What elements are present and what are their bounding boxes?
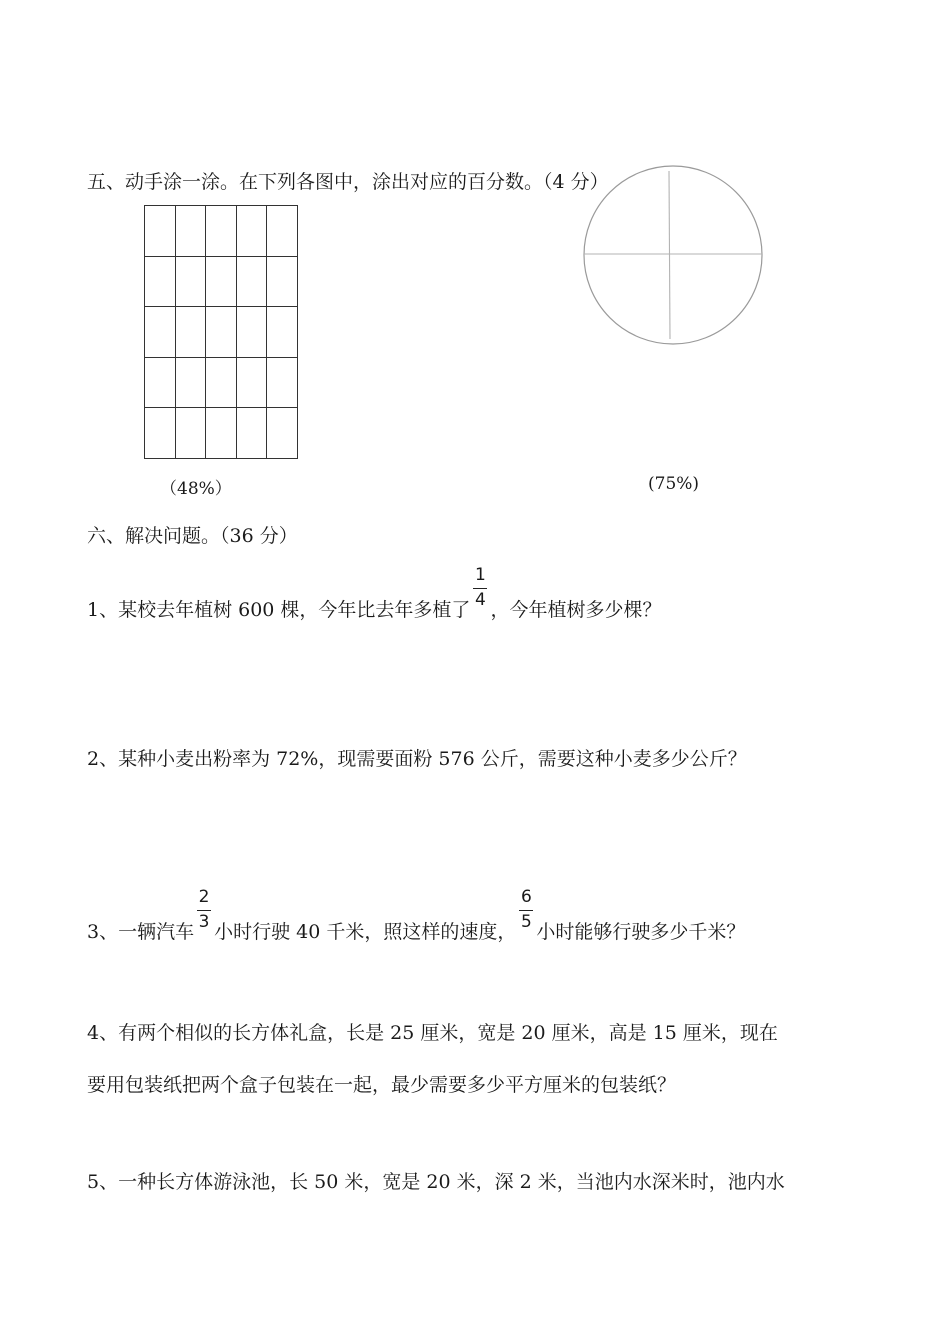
grid-cell[interactable] <box>206 408 237 459</box>
q3-text-start: 3、一辆汽车 <box>87 921 195 943</box>
q1-text-start: 1、某校去年植树 600 棵，今年比去年多植了 <box>87 599 471 621</box>
question-5-line-1: 5、一种长方体游泳池，长 50 米，宽是 20 米，深 2 米，当池内水深米时，池内水 <box>87 1171 785 1193</box>
fraction-denominator: 5 <box>520 912 532 932</box>
fraction-six-fifths <box>518 887 534 938</box>
q3-text-end: 小时能够行驶多少千米？ <box>536 921 746 943</box>
grid-cell[interactable] <box>206 307 237 358</box>
fraction-bar <box>197 910 211 911</box>
grid-cell[interactable] <box>206 358 237 409</box>
grid-cell[interactable] <box>176 307 207 358</box>
grid-cell[interactable] <box>145 257 176 308</box>
question-3 <box>87 887 746 946</box>
circle-vertical-divider <box>669 171 670 339</box>
section-6-heading: 六、解决问题。（36 分） <box>87 525 298 547</box>
grid-cell[interactable] <box>176 408 207 459</box>
circle-outline <box>584 166 762 344</box>
fraction-denominator: 4 <box>475 590 486 610</box>
grid-cell[interactable] <box>237 307 268 358</box>
grid-cell[interactable] <box>145 307 176 358</box>
grid-cell[interactable] <box>145 206 176 257</box>
fraction-numerator: 6 <box>520 887 532 907</box>
q3-text-middle: 小时行驶 40 千米，照这样的速度， <box>214 921 517 943</box>
grid-cell[interactable] <box>267 206 298 257</box>
grid-cell[interactable] <box>267 307 298 358</box>
grid-cell[interactable] <box>237 206 268 257</box>
section-5-heading: 五、动手涂一涂。在下列各图中，涂出对应的百分数。（4 分） <box>87 171 609 193</box>
grid-cell[interactable] <box>206 206 237 257</box>
grid-cell[interactable] <box>176 206 207 257</box>
grid-cell[interactable] <box>176 358 207 409</box>
question-2: 2、某种小麦出粉率为 72%，现需要面粉 576 公斤，需要这种小麦多少公斤？ <box>87 748 747 770</box>
fraction-two-thirds <box>196 887 212 938</box>
percent-circle[interactable] <box>583 165 765 347</box>
grid-cell[interactable] <box>145 408 176 459</box>
grid-cell[interactable] <box>176 257 207 308</box>
grid-cell[interactable] <box>237 408 268 459</box>
circle-percent-label: (75%) <box>648 474 700 494</box>
grid-cell[interactable] <box>237 257 268 308</box>
grid-percent-label: （48%） <box>160 479 232 499</box>
question-4-line-1: 4、有两个相似的长方体礼盒，长是 25 厘米，宽是 20 厘米，高是 15 厘米，现在 <box>87 1022 778 1044</box>
grid-cell[interactable] <box>267 358 298 409</box>
fraction-numerator: 1 <box>475 565 486 585</box>
grid-cell[interactable] <box>267 257 298 308</box>
fraction-bar <box>473 588 487 589</box>
fraction-one-quarter <box>472 565 488 616</box>
grid-cell[interactable] <box>237 358 268 409</box>
fraction-numerator: 2 <box>198 887 210 907</box>
grid-cell[interactable] <box>206 257 237 308</box>
grid-cell[interactable] <box>267 408 298 459</box>
fraction-bar <box>519 910 533 911</box>
question-1 <box>87 565 662 624</box>
q1-text-end: ，今年植树多少棵？ <box>490 599 662 621</box>
question-4-line-2: 要用包装纸把两个盒子包装在一起，最少需要多少平方厘米的包装纸？ <box>87 1074 677 1096</box>
percent-grid[interactable] <box>144 205 298 459</box>
fraction-denominator: 3 <box>198 912 210 932</box>
grid-cell[interactable] <box>145 358 176 409</box>
